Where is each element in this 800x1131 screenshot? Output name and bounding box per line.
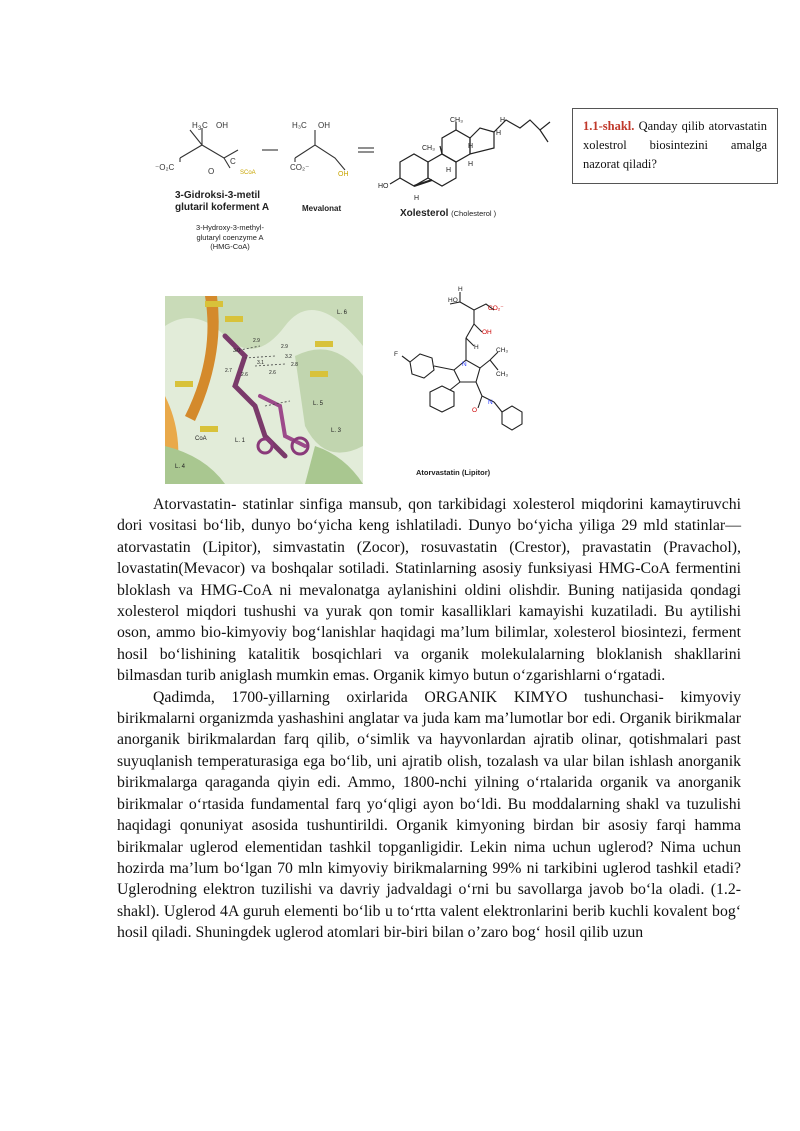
caption-prefix: 1.1-shakl.: [583, 119, 635, 133]
distance-label: 3.1: [257, 360, 264, 366]
protein-label-l4: L. 4: [175, 464, 186, 470]
svg-text:3: 3: [198, 126, 202, 132]
svg-text:OH: OH: [216, 121, 228, 130]
protein-label-l6: L. 6: [337, 310, 348, 316]
svg-text:C: C: [202, 121, 208, 130]
svg-text:OH: OH: [338, 171, 349, 178]
svg-text:H: H: [458, 286, 463, 293]
svg-text:SCoA: SCoA: [240, 170, 256, 176]
svg-text:⁻O₂C: ⁻O₂C: [155, 163, 175, 172]
distance-label: 2.6: [241, 372, 248, 378]
paragraph-2: Qadimda, 1700-yillarning oxirlarida ORGANIK KIMYO tushunchasi- kimyoviy birikmalarni organizmda yashashini anglatar va juda kam maʼlumotlar bor edi. Organik birikmalar anorganik birikmalardan farq qilib, oʻsimlik va hayvonlardan ajratib olinar, qotishmalari past suyuqlanish temperaturasiga ega boʻlib, uni ajratib olish, tozalash va ular bilan ishlash anorganik birikmalarga qaraganda qiyin edi. Ammo, 1800-nchi yilning oʻrtalarida organik va anorganik birikmalar oʻrtasida fundamental farq yoʻqligi ayon boʻldi. Bu moddalarning shakl va tuzulishi haqidagi qonuniyat asosida tushuntirildi. Organik kimyoning birdan bir asosiy farqi hamma birikmalar uglerod elementidan tashkil topganligidir. Lekin nima uchun uglerod? Nima uchun hozirda maʼlum boʻlgan 70 mln kimyoviy birikmalarning 99% ni tarkibini uglerod tashkil etadi? Uglerodning elektron tuzilishi va davriy jadvaldagi oʻrni bu savollarga javob boʻla oladi. (1.2-shakl). Uglerod 4A guruh elementi boʻlib u toʻrtta valent elektronlarini berib kuchli kovalent bogʻ hosil qiladi. Shuningdek uglerod atomlari bir-biri bilan oʼzaro bogʻ hosil qilib uzun: [117, 688, 741, 942]
distance-label: 2.8: [291, 362, 298, 368]
svg-text:CO₂⁻: CO₂⁻: [290, 163, 310, 172]
svg-text:OH: OH: [482, 329, 492, 336]
hmg-coa-label-en-1: 3-Hydroxy-3-methyl-: [196, 223, 264, 232]
figure-caption-box: [572, 108, 778, 184]
svg-text:H: H: [500, 117, 506, 124]
distance-label: 2.7: [225, 368, 232, 374]
svg-text:H: H: [474, 344, 479, 351]
cholesterol-label-en: (Cholesterol ): [451, 209, 497, 218]
cholesterol-structure: [390, 120, 550, 186]
atorvastatin-label: Atorvastatin (Lipitor): [416, 468, 491, 477]
protein-binding-image: [165, 296, 363, 484]
protein-label-l3: L. 3: [331, 428, 342, 434]
svg-text:H: H: [446, 167, 452, 174]
protein-label-coa: CoA: [195, 436, 207, 442]
hmg-coa-label-en-3: (HMG-CoA): [210, 242, 250, 251]
svg-text:H: H: [468, 143, 474, 150]
svg-text:H: H: [192, 121, 198, 130]
svg-text:H₃C: H₃C: [292, 121, 307, 130]
svg-text:O: O: [472, 407, 478, 414]
svg-text:CH₃: CH₃: [496, 371, 509, 378]
svg-text:HO: HO: [378, 183, 389, 190]
svg-text:H: H: [414, 195, 420, 202]
hmg-coa-label-uz-2: glutaril koferment A: [175, 202, 270, 213]
svg-text:N: N: [462, 361, 467, 368]
svg-text:OH: OH: [318, 121, 330, 130]
protein-label-l5: L. 5: [313, 401, 324, 407]
svg-text:CH₃: CH₃: [496, 347, 509, 354]
distance-label: 3.0: [233, 348, 240, 354]
cholesterol-label: Xolesterol: [400, 208, 449, 219]
paragraph-1: Atorvastatin- statinlar sinfiga mansub, qon tarkibidagi xolesterol miqdorini kamaytiruvchi dori vositasi boʻlib, dunyo boʻyicha keng ishlatiladi. Dunyo boʻyicha yiliga 29 mld statinlar—atorvastatin (Lipitor), simvastatin (Zocor), rosuvastatin (Crestor), pravastatin (Pravachol), lovastatin(Mevacor) va boshqalar sotiladi. Statinlarning asosiy funksiyasi HMG-CoA fermentini bloklash va HMG-CoA ni mevalonatga aylanishini oldini olishdir. Buning natijasida qondagi xolesterol miqdori tushushi va yurak qon tomir kasalliklari kamayishi kuzatiladi. Bu aytilishi oson, ammo bio-kimyoviy bogʻlanishlar haqidagi maʼlum bilimlar, xolesterol biosintezi, ferment hosil boʻlishining katalitik bosqichlari va organik molekulalarning bloklanish shakllarini bilmasdan turib aniglash mumkin emas. Organik kimyo butun oʻzgarishlarni oʻrgatadi.: [117, 496, 741, 685]
svg-text:H: H: [468, 161, 474, 168]
atorvastatin-structure: [390, 282, 530, 482]
distance-label: 2.6: [269, 370, 276, 376]
body-text: [117, 494, 741, 944]
svg-text:O: O: [208, 167, 215, 176]
svg-text:F: F: [394, 351, 398, 358]
svg-text:CH₃: CH₃: [450, 117, 463, 124]
protein-label-l1: L. 1: [235, 438, 246, 444]
svg-text:CO₂⁻: CO₂⁻: [488, 305, 504, 312]
hmg-coa-label-en-2: glutaryl coenzyme A: [196, 232, 264, 242]
svg-text:HO: HO: [448, 297, 458, 304]
distance-label: 3.2: [285, 354, 292, 360]
distance-label: 2.9: [253, 338, 260, 344]
svg-text:C: C: [230, 157, 236, 166]
distance-label: 2.9: [281, 344, 288, 350]
svg-text:CH₃: CH₃: [422, 145, 435, 152]
caption-text: Qanday qilib atorvastatin xolestrol biosintezini amalga nazorat qiladi?: [583, 119, 767, 171]
mevalonate-label: Mevalonat: [302, 204, 342, 213]
hmg-coa-label-uz-1: 3-Gidroksi-3-metil: [175, 190, 261, 201]
svg-text:H: H: [496, 130, 502, 137]
reaction-scheme-figure: [150, 100, 570, 260]
svg-text:N: N: [488, 399, 493, 406]
